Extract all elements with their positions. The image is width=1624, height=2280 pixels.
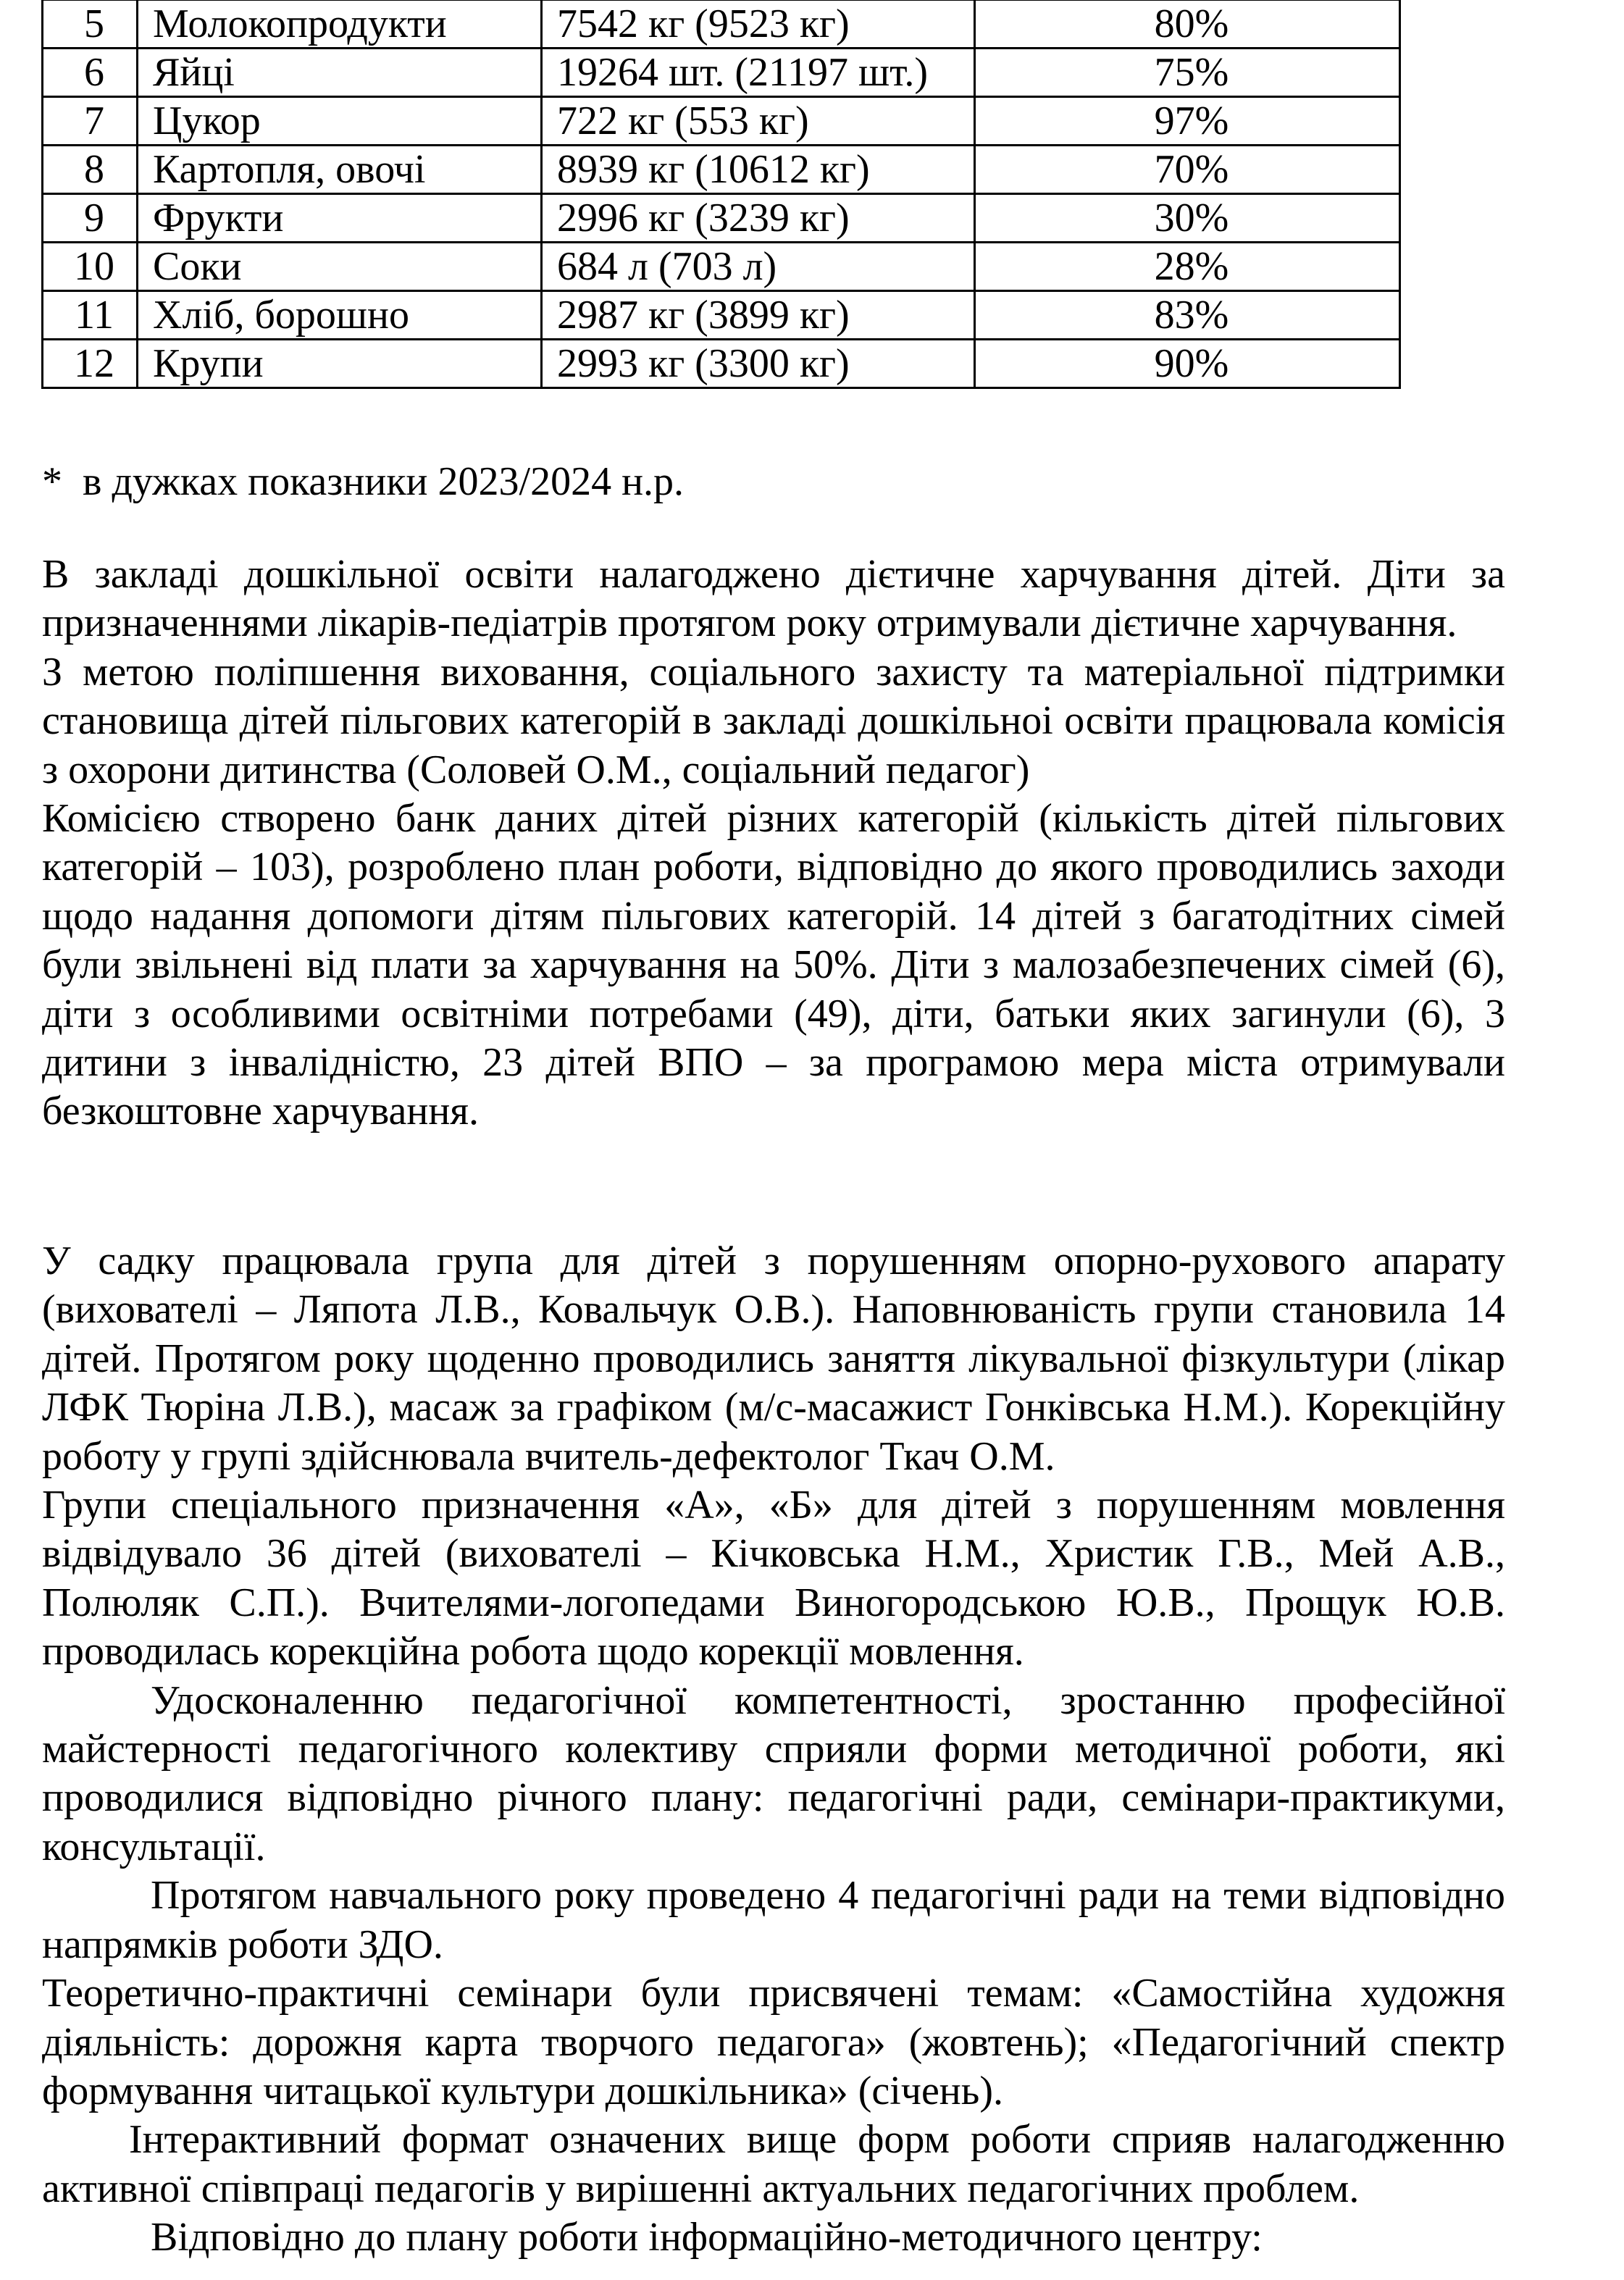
table-row (43, 291, 1400, 340)
row-number: 5 (43, 0, 138, 49)
table-row (43, 146, 1400, 194)
table-row (43, 194, 1400, 243)
product-quantity: 2993 кг (3300 кг) (542, 340, 975, 388)
norm-percent: 83% (975, 291, 1400, 340)
table-footnote: * в дужках показники 2023/2024 н.р. (42, 459, 685, 504)
body-text-block-2 (42, 1237, 1505, 2263)
table-row (43, 97, 1400, 146)
row-number: 11 (43, 291, 138, 340)
product-name: Крупи (138, 340, 542, 388)
row-number: 12 (43, 340, 138, 388)
row-number: 9 (43, 194, 138, 243)
row-number: 10 (43, 243, 138, 291)
paragraph-methodical-center: Відповідно до плану роботи інформаційно-методичного центру: (151, 2215, 1263, 2260)
product-quantity: 7542 кг (9523 кг) (542, 0, 975, 49)
product-name: Яйці (138, 49, 542, 97)
table-row (43, 340, 1400, 388)
paragraph-competence: Удосконаленню педагогічної компетентності, зростанню професійної майстерності педагогічного колективу сприяли форми методичної роботи, які проводилися відповідно річного плану: педагогічні ради, семінари-практикуми, консультації. (42, 1677, 1505, 1869)
table-row (43, 49, 1400, 97)
paragraph-benefits: Комісією створено банк даних дітей різних категорій (кількість дітей пільгових категорій – 103), розроблено план роботи, відповідно до якого проводились заходи щодо надання допомоги дітям пільгових категорій. 14 дітей з багатодітних сімей були звільнені від плати за харчування на 50%. Діти з малозабезпечених сімей (6), діти з особливими освітніми потребами (49), діти, батьки яких загинули (6), 3 дитини з інвалідністю, 23 дітей ВПО – за програмою мера міста отримували безкоштовне харчування. (42, 796, 1505, 1134)
product-quantity: 684 л (703 л) (542, 243, 975, 291)
product-quantity: 722 кг (553 кг) (542, 97, 975, 146)
product-name: Молокопродукти (138, 0, 542, 49)
product-name: Хліб, борошно (138, 291, 542, 340)
product-name: Соки (138, 243, 542, 291)
row-number: 7 (43, 97, 138, 146)
table-row (43, 0, 1400, 49)
table-row (43, 243, 1400, 291)
paragraph-musculoskeletal-group: У садку працювала група для дітей з порушенням опорно-рухового апарату (вихователі – Ляпота Л.В., Ковальчук О.В.). Наповнюваність групи становила 14 дітей. Протягом року щоденно проводились заняття лікувальної фізкультури (лікар ЛФК Тюріна Л.В.), масаж за графіком (м/с-масажист Гонківська Н.М.). Корекційну роботу у групі здійснювала вчитель-дефектолог Ткач О.М. (42, 1239, 1505, 1479)
product-name: Картопля, овочі (138, 146, 542, 194)
product-name: Цукор (138, 97, 542, 146)
norm-percent: 70% (975, 146, 1400, 194)
product-name: Фрукти (138, 194, 542, 243)
product-quantity: 2996 кг (3239 кг) (542, 194, 975, 243)
product-quantity: 8939 кг (10612 кг) (542, 146, 975, 194)
norm-percent: 28% (975, 243, 1400, 291)
paragraph-speech-groups: Групи спеціального призначення «А», «Б» для дітей з порушенням мовлення відвідувало 36 дітей (вихователі – Кічковська Н.М., Христик Г.В., Мей А.В., Полюляк С.П.). Вчителями-логопедами Виногородською Ю.В., Прощук Ю.В. проводилась корекційна робота щодо корекції мовлення. (42, 1483, 1505, 1675)
row-number: 6 (43, 49, 138, 97)
norm-percent: 30% (975, 194, 1400, 243)
product-quantity: 2987 кг (3899 кг) (542, 291, 975, 340)
norm-percent: 97% (975, 97, 1400, 146)
body-text-block-1 (42, 550, 1505, 1136)
norm-percent: 75% (975, 49, 1400, 97)
norm-percent: 80% (975, 0, 1400, 49)
row-number: 8 (43, 146, 138, 194)
food-consumption-table (41, 0, 1401, 389)
product-quantity: 19264 шт. (21197 шт.) (542, 49, 975, 97)
paragraph-seminars: Теоретично-практичні семінари були присвячені темам: «Самостійна художня діяльність: дорожня карта творчого педагога» (жовтень); «Педагогічний спектр формування читацької культури дошкільника» (січень). (42, 1971, 1505, 2113)
paragraph-commission: З метою поліпшення виховання, соціального захисту та матеріальної підтримки становища дітей пільгових категорій в закладі дошкільноі освіти працювала комісія з охорони дитинства (Соловей О.М., соціальний педагог) (42, 649, 1505, 792)
paragraph-diet: В закладі дошкільної освіти налагоджено дієтичне харчування дітей. Діти за призначеннями лікарів-педіатрів протягом року отримували дієтичне харчування. (42, 552, 1505, 646)
norm-percent: 90% (975, 340, 1400, 388)
paragraph-pedagogical-councils: Протягом навчального року проведено 4 педагогічні ради на теми відповідно напрямків роботи ЗДО. (42, 1873, 1505, 1967)
paragraph-interactive-format: Інтерактивний формат означених вище форм роботи сприяв налагодженню активної співпраці педагогів у вирішенні актуальних педагогічних проблем. (42, 2117, 1505, 2211)
